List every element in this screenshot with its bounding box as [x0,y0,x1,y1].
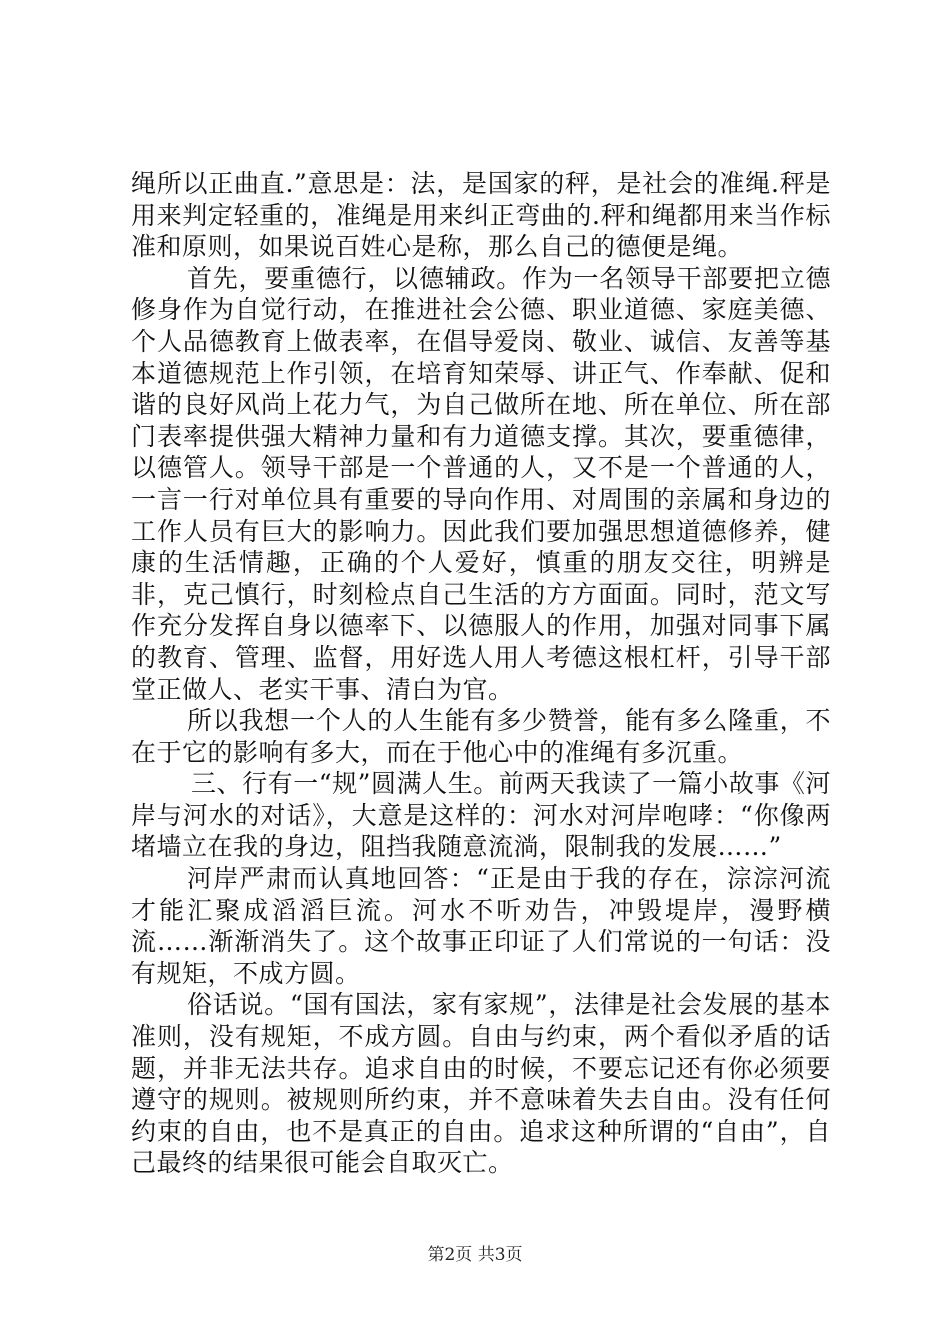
paragraph-continuation: 绳所以正曲直.”意思是：法，是国家的秤，是社会的准绳.秤是用来判定轻重的，准绳是用来纠正弯曲的.秤和绳都用来当作标准和原则，如果说百姓心是称，那么自己的德便是绳。 [131,169,831,262]
paragraph-rules: 俗话说。“国有国法，家有家规”，法律是社会发展的基本准则，没有规矩，不成方圆。自由与约束，两个看似矛盾的话题，并非无法共存。追求自由的时候，不要忘记还有你必须要遵守的规则。被规则所约束，并不意味着失去自由。没有任何约束的自由，也不是真正的自由。追求这种所谓的“自由”，自己最终的结果很可能会自取灭亡。 [131,990,831,1178]
paragraph-riverbank: 河岸严肃而认真地回答：“正是由于我的存在，淙淙河流才能汇聚成滔滔巨流。河水不听劝告，冲毁堤岸，漫野横流……渐渐消失了。这个故事正印证了人们常说的一句话：没有规矩，不成方圆。 [131,864,831,988]
document-body [131,168,831,1179]
paragraph-virtue: 首先，要重德行，以德辅政。作为一名领导干部要把立德修身作为自觉行动，在推进社会公德、职业道德、家庭美德、个人品德教育上做表率，在倡导爱岗、敬业、诚信、友善等基本道德规范上作引领，在培育知荣辱、讲正气、作奉献、促和谐的良好风尚上花力气，为自己做所在地、所在单位、所在部门表率提供强大精神力量和有力道德支撑。其次，要重德律，以德管人。领导干部是一个普通的人，又不是一个普通的人，一言一行对单位具有重要的导向作用、对周围的亲属和身边的工作人员有巨大的影响力。因此我们要加强思想道德修养，健康的生活情趣，正确的个人爱好，慎重的朋友交往，明辨是非，克己慎行，时刻检点自己生活的方方面面。同时，范文写作充分发挥自身以德率下、以德服人的作用，加强对同事下属的教育、管理、监督，用好选人用人考德这根杠杆，引导干部堂正做人、老实干事、清白为官。 [131,263,831,704]
paragraph-reputation: 所以我想一个人的人生能有多少赞誉，能有多么隆重，不在于它的影响有多大，而在于他心中的准绳有多沉重。 [131,706,831,767]
paragraph-section-three: 三、行有一“规”圆满人生。前两天我读了一篇小故事《河岸与河水的对话》，大意是这样的：河水对河岸咆哮：“你像两堵墙立在我的身边，阻挡我随意流淌，限制我的发展……” [131,769,831,862]
page-number-footer: 第2页 共3页 [427,1245,523,1265]
